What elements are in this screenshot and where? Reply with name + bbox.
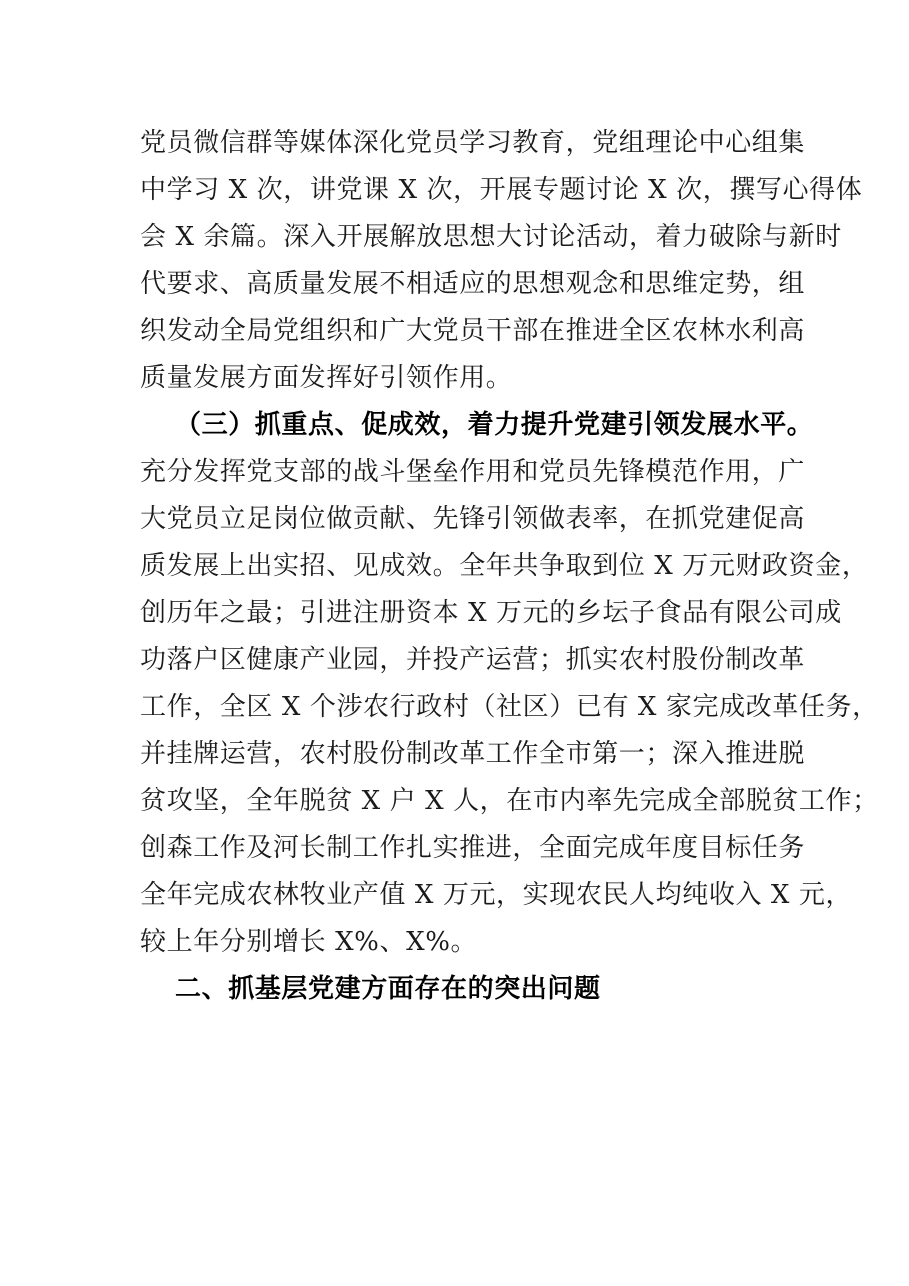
body-line-3: 会 X 余篇。深入开展解放思想大讨论活动，着力破除与新时 bbox=[140, 222, 842, 252]
body-line-8: 大党员立足岗位做贡献、先锋引领做表率，在抓党建促高 bbox=[140, 504, 806, 534]
body-line-15: 创森工作及河长制工作扎实推进，全面完成年度目标任务 bbox=[140, 833, 806, 863]
body-line-13: 并挂牌运营，农村股份制改革工作全市第一；深入推进脱 bbox=[140, 739, 806, 769]
body-line-12: 工作，全区 X 个涉农行政村（社区）已有 X 家完成改革任务， bbox=[140, 692, 879, 722]
body-line-11: 功落户区健康产业园，并投产运营；抓实农村股份制改革 bbox=[140, 645, 806, 675]
body-line-10: 创历年之最；引进注册资本 X 万元的乡坛子食品有限公司成 bbox=[140, 598, 842, 628]
section-heading-3: （三）抓重点、促成效，着力提升党建引领发展水平。 bbox=[175, 410, 814, 440]
body-line-1: 党员微信群等媒体深化党员学习教育，党组理论中心组集 bbox=[140, 128, 806, 158]
body-line-17: 较上年分别增长 X%、X%。 bbox=[140, 927, 478, 957]
section-heading-2: 二、抓基层党建方面存在的突出问题 bbox=[175, 974, 601, 1004]
body-line-2: 中学习 X 次，讲党课 X 次，开展专题讨论 X 次，撰写心得体 bbox=[140, 175, 863, 205]
body-line-6: 质量发展方面发挥好引领作用。 bbox=[140, 363, 513, 393]
body-line-14: 贫攻坚，全年脱贫 X 户 X 人，在市内率先完成全部脱贫工作； bbox=[140, 786, 879, 816]
body-line-5: 织发动全局党组织和广大党员干部在推进全区农林水利高 bbox=[140, 316, 806, 346]
body-line-16: 全年完成农林牧业产值 X 万元，实现农民人均纯收入 X 元， bbox=[140, 880, 853, 910]
body-line-9: 质发展上出实招、见成效。全年共争取到位 X 万元财政资金， bbox=[140, 551, 869, 581]
body-line-7: 充分发挥党支部的战斗堡垒作用和党员先锋模范作用，广 bbox=[140, 457, 806, 487]
body-line-4: 代要求、高质量发展不相适应的思想观念和思维定势，组 bbox=[140, 269, 806, 299]
